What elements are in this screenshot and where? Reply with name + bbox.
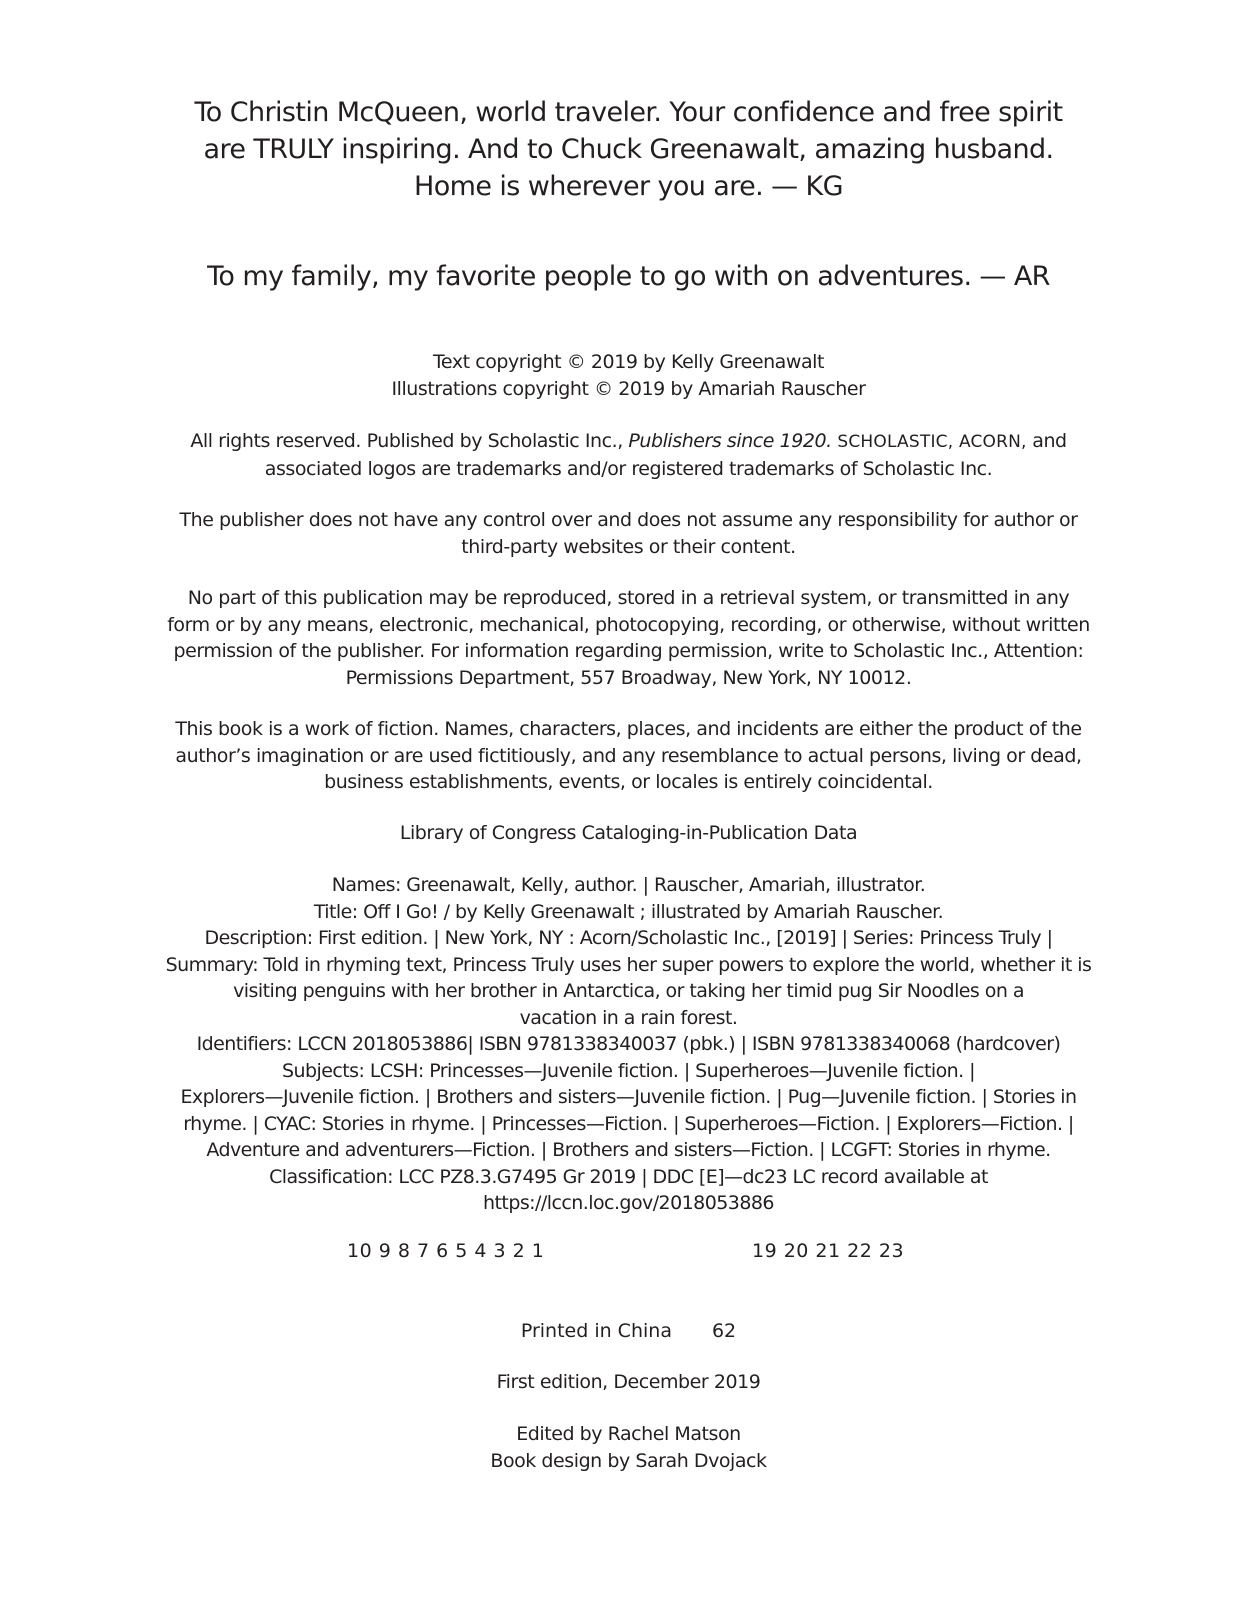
- rights-suffix: and: [1026, 430, 1067, 452]
- dedication-line: To Christin McQueen, world traveler. Your confidence and free spirit: [194, 97, 1063, 128]
- printer-code: 62: [711, 1320, 737, 1342]
- cip-line: Names: Greenawalt, Kelly, author. | Rauscher, Amariah, illustrator.: [331, 874, 926, 896]
- rights-line-1: [80, 428, 1177, 456]
- impression-numbers: 10 9 8 7 6 5 4 3 2 1: [347, 1240, 545, 1262]
- cip-line: Identifiers: LCCN 2018053886| ISBN 9781338340037 (pbk.) | ISBN 9781338340068 (hardcover): [196, 1033, 1061, 1055]
- text-copyright: Text copyright © 2019 by Kelly Greenawalt: [433, 351, 824, 373]
- cip-line: Subjects: LCSH: Princesses—Juvenile fiction. | Superheroes—Juvenile fiction. |: [282, 1059, 975, 1082]
- cip-heading: [80, 820, 1177, 847]
- notice-line: No part of this publication may be reproduced, stored in a retrieval system, or transmitted in any: [187, 587, 1070, 609]
- dedication-line: are TRULY inspiring. And to Chuck Greenawalt, amazing husband.: [203, 134, 1054, 165]
- publishers-since: Publishers since 1920.: [628, 430, 832, 452]
- dedication-ar: [100, 258, 1157, 295]
- dedication-line: To my family, my favorite people to go with on adventures. — AR: [207, 261, 1050, 292]
- notice-line: author’s imagination or are used fictitiously, and any resemblance to actual persons, living or dead,: [175, 744, 1082, 767]
- cip-line: Classification: LCC PZ8.3.G7495 Gr 2019 | DDC [E]—dc23 LC record available at: [269, 1165, 988, 1188]
- editor-credit: Edited by Rachel Matson: [516, 1423, 741, 1445]
- notice-line: third-party websites or their content.: [461, 535, 796, 558]
- cip-line: Description: First edition. | New York, NY : Acorn/Scholastic Inc., [2019] | Series: Princess Truly |: [204, 927, 1053, 949]
- notice-line: permission of the publisher. For information regarding permission, write to Scholastic Inc., Attention:: [173, 640, 1084, 662]
- dedication-line: Home is wherever you are. — KG: [414, 171, 843, 202]
- year-numbers: 19 20 21 22 23: [752, 1240, 905, 1262]
- credits: [80, 1421, 1177, 1474]
- edition-text: First edition, December 2019: [496, 1371, 761, 1393]
- cip-line: vacation in a rain forest.: [519, 1006, 738, 1029]
- fiction-notice: [80, 716, 1177, 796]
- cip-line: https://lccn.loc.gov/2018053886: [483, 1192, 774, 1214]
- cip-line: Summary: Told in rhyming text, Princess Truly uses her super powers to explore the world, whether it is: [165, 953, 1092, 976]
- designer-credit: Book design by Sarah Dvojack: [490, 1449, 767, 1472]
- copyright-notice: [80, 349, 1177, 402]
- cip-line: Title: Off I Go! / by Kelly Greenawalt ; illustrated by Amariah Rauscher.: [313, 900, 944, 923]
- notice-line: The publisher does not have any control over and does not assume any responsibility for author or: [179, 509, 1078, 531]
- cip-data: [80, 872, 1177, 1217]
- printed-in-china: Printed in China: [520, 1320, 672, 1342]
- notice-line: This book is a work of fiction. Names, characters, places, and incidents are either the product of the: [175, 718, 1082, 740]
- reproduction-notice: [80, 585, 1177, 691]
- cip-line: Explorers—Juvenile fiction. | Brothers and sisters—Juvenile fiction. | Pug—Juvenile fiction. | Stories in: [180, 1086, 1077, 1108]
- publisher-notice: [80, 507, 1177, 560]
- cip-line: visiting penguins with her brother in Antarctica, or taking her timid pug Sir Noodles on a: [233, 980, 1024, 1002]
- notice-line: Permissions Department, 557 Broadway, New York, NY 10012.: [345, 666, 912, 689]
- printed-in-row: [0, 1318, 1257, 1344]
- cip-line: rhyme. | CYAC: Stories in rhyme. | Princesses—Fiction. | Superheroes—Fiction. | Explorers—Fiction. |: [183, 1112, 1074, 1135]
- rights-prefix: All rights reserved. Published by Scholastic Inc.,: [190, 430, 629, 452]
- cip-line: Adventure and adventurers—Fiction. | Brothers and sisters—Fiction. | LCGFT: Stories in rhyme.: [206, 1139, 1051, 1161]
- rights-notice: [80, 428, 1177, 482]
- illustrations-copyright: Illustrations copyright © 2019 by Amariah Rauscher: [391, 377, 866, 400]
- cip-heading-text: Library of Congress Cataloging-in-Publication Data: [399, 822, 858, 844]
- trademark-names: SCHOLASTIC, ACORN,: [831, 432, 1027, 452]
- edition-statement: [80, 1369, 1177, 1396]
- rights-line-2: associated logos are trademarks and/or registered trademarks of Scholastic Inc.: [264, 457, 993, 480]
- dedication-kg: [100, 94, 1157, 205]
- notice-line: form or by any means, electronic, mechanical, photocopying, recording, or otherwise, without written: [167, 613, 1090, 636]
- notice-line: business establishments, events, or locales is entirely coincidental.: [324, 771, 933, 793]
